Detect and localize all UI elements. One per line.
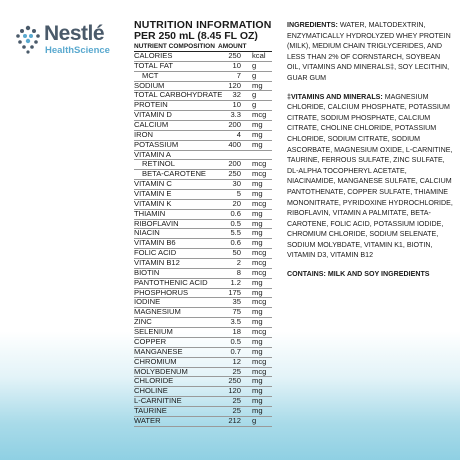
nutrient-name: VITAMIN C: [134, 179, 172, 189]
nutrient-amount: 4: [236, 129, 241, 139]
nutrient-name: CHROMIUM: [134, 356, 177, 366]
nutrient-unit: mg: [252, 376, 263, 386]
nutrient-name: SODIUM: [134, 80, 165, 90]
nutrient-name: BETA-CAROTENE: [142, 169, 206, 179]
nutrient-unit: mcg: [252, 198, 267, 208]
nutrient-row: [134, 417, 272, 427]
nutrient-amount: 0.5: [230, 218, 241, 228]
nutrient-amount: 200: [228, 159, 241, 169]
nutrient-rows: [134, 52, 272, 427]
brand-name: Nestlé: [44, 22, 105, 45]
nutrient-amount: 175: [228, 287, 241, 297]
nutrient-name: NIACIN: [134, 228, 160, 238]
nutrient-amount: 7: [236, 70, 241, 80]
nutrient-unit: mg: [252, 238, 263, 248]
nutrient-amount: 50: [232, 248, 241, 258]
nutrient-amount: 20: [232, 198, 241, 208]
nutrient-amount: 3.3: [230, 110, 241, 120]
nutrient-name: VITAMIN A: [134, 149, 171, 159]
panel-title: NUTRITION INFORMATION: [134, 19, 272, 31]
nutrient-amount: 35: [232, 297, 241, 307]
brand-subtitle: HealthScience: [45, 45, 110, 56]
nutrient-unit: mcg: [252, 297, 267, 307]
nutrient-amount: 0.6: [230, 208, 241, 218]
nutrient-name: COPPER: [134, 336, 167, 346]
nutrient-amount: 120: [228, 80, 241, 90]
nutrient-amount: 10: [232, 100, 241, 110]
nutrient-unit: mg: [252, 139, 263, 149]
ingredients-text: WATER, MALTODEXTRIN, ENZYMATICALLY HYDROLYZED WHEY PROTEIN (MILK), MEDIUM CHAIN TRIGLYCERIDES, AND LESS THAN 2% OF CORNSTARCH, SOYBEAN OIL, VITAMINS AND MINERALS‡, SOY LECITHIN, GUAR GUM: [287, 21, 451, 82]
nutrient-name: PHOSPHORUS: [134, 287, 189, 297]
nutrient-unit: mcg: [252, 327, 267, 337]
nutrient-name: PANTOTHENIC ACID: [134, 277, 208, 287]
nutrient-name: CHOLINE: [134, 386, 168, 396]
nutrient-amount: 8: [236, 267, 241, 277]
nutrient-unit: mg: [252, 189, 263, 199]
nutrient-amount: 1.2: [230, 277, 241, 287]
nutrient-amount: 120: [228, 386, 241, 396]
nutrient-unit: mg: [252, 179, 263, 189]
nutrient-name: ZINC: [134, 317, 152, 327]
nutrient-name: VITAMIN B6: [134, 238, 176, 248]
nutrient-name: WATER: [134, 415, 161, 425]
nutrient-name: IODINE: [134, 297, 161, 307]
nutrient-unit: mcg: [252, 267, 267, 277]
nutrient-name: MANGANESE: [134, 346, 183, 356]
nutrient-name: THIAMIN: [134, 208, 166, 218]
nutrient-amount: 250: [228, 169, 241, 179]
nutrient-amount: 18: [232, 327, 241, 337]
nutrient-name: TOTAL FAT: [134, 60, 173, 70]
allergen-statement: CONTAINS: MILK AND SOY INGREDIENTS: [287, 270, 430, 279]
nutrient-name: L-CARNITINE: [134, 396, 182, 406]
nutrient-unit: mcg: [252, 169, 267, 179]
nutrient-name: CALCIUM: [134, 120, 169, 130]
nutrient-unit: mcg: [252, 366, 267, 376]
nutrient-name: MOLYBDENUM: [134, 366, 188, 376]
nutrient-amount: 30: [232, 179, 241, 189]
nutrient-unit: mcg: [252, 159, 267, 169]
nutrient-amount: 200: [228, 120, 241, 130]
column-nutrient: NUTRIENT COMPOSITION: [134, 43, 215, 50]
nutrient-name: CHLORIDE: [134, 376, 174, 386]
nutrient-amount: 75: [232, 307, 241, 317]
nutrient-unit: mg: [252, 218, 263, 228]
nutrient-unit: mcg: [252, 248, 267, 258]
nutrient-amount: 25: [232, 396, 241, 406]
column-amount: AMOUNT: [218, 43, 247, 50]
nutrient-name: POTASSIUM: [134, 139, 179, 149]
nutrient-unit: kcal: [252, 51, 266, 60]
nutrient-unit: mg: [252, 120, 263, 130]
nutrient-unit: mg: [252, 336, 263, 346]
ingredients-paragraph: [287, 20, 455, 84]
nutrient-unit: mg: [252, 287, 263, 297]
nutrient-amount: 5: [236, 189, 241, 199]
nutrient-amount: 0.6: [230, 238, 241, 248]
nutrient-name: RIBOFLAVIN: [134, 218, 179, 228]
nutrient-unit: mg: [252, 307, 263, 317]
nutrient-unit: mg: [252, 277, 263, 287]
nutrient-name: IRON: [134, 129, 153, 139]
nutrient-unit: mg: [252, 129, 263, 139]
nutrient-amount: 2: [236, 258, 241, 268]
nutrient-name: VITAMIN D: [134, 110, 172, 120]
nutrient-unit: mg: [252, 386, 263, 396]
nutrient-unit: g: [252, 100, 257, 110]
vitamins-label: ‡VITAMINS AND MINERALS:: [287, 92, 383, 101]
nutrient-name: RETINOL: [142, 159, 175, 169]
nutrient-amount: 12: [232, 356, 241, 366]
nutrient-unit: mg: [252, 80, 263, 90]
nutrient-amount: 250: [228, 51, 241, 60]
nutrient-amount: 25: [232, 405, 241, 415]
nutrient-unit: mg: [252, 317, 263, 327]
nutrient-unit: g: [252, 90, 257, 100]
nutrient-unit: mcg: [252, 258, 267, 268]
nutrient-amount: 25: [232, 366, 241, 376]
nutrient-name: SELENIUM: [134, 327, 173, 337]
nutrient-name: MAGNESIUM: [134, 307, 181, 317]
nutrient-name: VITAMIN E: [134, 189, 172, 199]
nutrient-unit: g: [252, 60, 257, 70]
nutrient-amount: 3.5: [230, 317, 241, 327]
nutrition-panel: [134, 20, 272, 427]
nutrient-unit: mcg: [252, 110, 267, 120]
nutrient-unit: mcg: [252, 356, 267, 366]
nutrient-amount: 32: [232, 90, 241, 100]
nutrient-name: MCT: [142, 70, 159, 80]
nutrient-name: FOLIC ACID: [134, 248, 177, 258]
nutrient-amount: 5.5: [230, 228, 241, 238]
vitamins-text: MAGNESIUM CHLORIDE, CALCIUM PHOSPHATE, POTASSIUM CITRATE, SODIUM PHOSPHATE, CALCIUM CITRATE, CHOLINE CHLORIDE, POTASSIUM CHLORIDE, SODIUM CITRATE, SODIUM ASCORBATE, MAGNESIUM OXIDE, L-CARNITINE, TAURINE, FERROUS SULFATE, ZINC SULFATE, DL-ALPHA TOCOPHERYL ACETATE, NIACINAMIDE, MANGANESE SULFATE, CALCIUM PANTOTHENATE, COPPER SULFATE, THIAMINE MONONITRATE, PYRIDOXINE HYDROCHLORIDE, RIBOFLAVIN, VITAMIN A PALMITATE, BETA-CAROTENE, FOLIC ACID, POTASSIUM IODIDE, CHROMIUM CHLORIDE, SODIUM SELENATE, SODIUM MOLYBDATE, VITAMIN K1, BIOTIN, VITAMIN D3, VITAMIN B12: [287, 92, 453, 260]
nutrient-unit: g: [252, 70, 257, 80]
nutrient-unit: mg: [252, 346, 263, 356]
nutrient-amount: 250: [228, 376, 241, 386]
nutrient-name: BIOTIN: [134, 267, 160, 277]
nutrient-name: CALORIES: [134, 51, 173, 60]
ingredients-column: [287, 20, 455, 288]
nutrient-unit: mg: [252, 228, 263, 238]
nutrient-amount: 0.7: [230, 346, 241, 356]
nutrient-name: TOTAL CARBOHYDRATE: [134, 90, 223, 100]
nutrient-amount: 212: [228, 415, 241, 425]
nutrient-name: VITAMIN B12: [134, 258, 180, 268]
nutrient-unit: mg: [252, 208, 263, 218]
ingredients-label: INGREDIENTS:: [287, 21, 338, 29]
panel-subtitle: PER 250 mL (8.45 FL OZ): [134, 30, 258, 42]
vitamins-paragraph: [287, 92, 455, 262]
nutrient-name: TAURINE: [134, 405, 167, 415]
nutrient-unit: mg: [252, 396, 263, 406]
brand-logo: [14, 22, 134, 62]
nutrient-name: VITAMIN K: [134, 198, 172, 208]
nestle-bird-nest-logo-icon: [14, 24, 42, 56]
nutrient-name: PROTEIN: [134, 100, 168, 110]
nutrient-unit: mg: [252, 405, 263, 415]
nutrient-amount: 400: [228, 139, 241, 149]
nutrient-amount: 10: [232, 60, 241, 70]
nutrient-amount: 0.5: [230, 336, 241, 346]
nutrient-unit: g: [252, 415, 257, 425]
